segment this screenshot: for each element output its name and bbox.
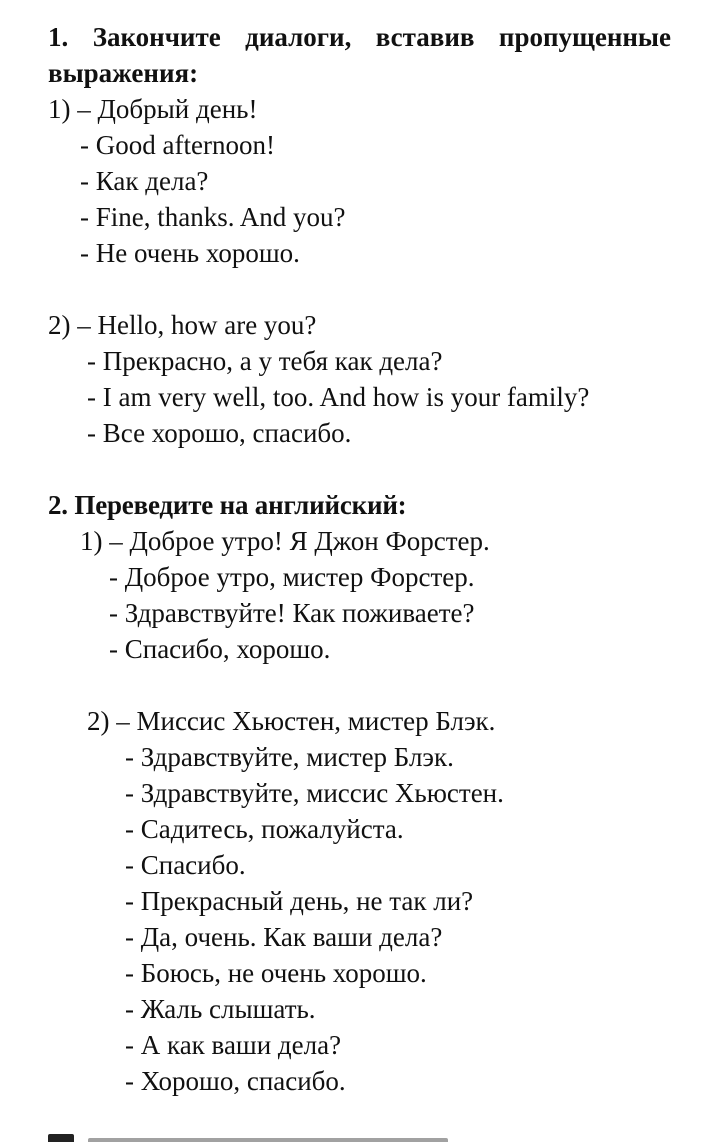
ex1-dialog1-line-1: 1) – Добрый день!	[48, 94, 258, 124]
ex1-dialog1-line-3: - Как дела?	[80, 166, 209, 196]
ex2-dialog2-line-2: - Здравствуйте, мистер Блэк.	[125, 742, 454, 772]
ex2-dialog2-line-9: - Жаль слышать.	[125, 994, 316, 1024]
exercise-1-heading: 1. Закончите диалоги, вставив пропущенные выражения:	[48, 22, 671, 88]
ex1-dialog2-line-2: - Прекрасно, а у тебя как дела?	[87, 346, 443, 376]
ex1-dialog1-line-5: - Не очень хорошо.	[80, 238, 300, 268]
ex2-dialog1-line-1: 1) – Доброе утро! Я Джон Форстер.	[80, 526, 490, 556]
ex2-dialog2-line-4: - Садитесь, пожалуйста.	[125, 814, 404, 844]
cropped-next-line	[48, 1128, 468, 1142]
ex2-dialog2-line-1: 2) – Миссис Хьюстен, мистер Блэк.	[87, 706, 496, 736]
cropped-text-fragment	[48, 1134, 74, 1142]
ex2-dialog2-line-5: - Спасибо.	[125, 850, 246, 880]
ex1-dialog2-line-1: 2) – Hello, how are you?	[48, 310, 317, 340]
ex2-dialog1-line-2: - Доброе утро, мистер Форстер.	[109, 562, 475, 592]
ex2-dialog2-line-10: - А как ваши дела?	[125, 1030, 342, 1060]
ex2-dialog1-line-3: - Здравствуйте! Как поживаете?	[109, 598, 475, 628]
ex2-dialog2-line-11: - Хорошо, спасибо.	[125, 1066, 346, 1096]
ex1-dialog1-line-4: - Fine, thanks. And you?	[80, 202, 346, 232]
exercise-2-heading: 2. Переведите на английский:	[48, 490, 407, 520]
ex1-dialog2-line-3: - I am very well, too. And how is your family?	[87, 382, 590, 412]
ex1-dialog1-line-2: - Good afternoon!	[80, 130, 275, 160]
ex1-dialog2-line-4: - Все хорошо, спасибо.	[87, 418, 352, 448]
ex2-dialog2-line-3: - Здравствуйте, миссис Хьюстен.	[125, 778, 504, 808]
ex2-dialog2-line-6: - Прекрасный день, не так ли?	[125, 886, 474, 916]
ex2-dialog2-line-8: - Боюсь, не очень хорошо.	[125, 958, 427, 988]
cropped-text-fragment-tail	[88, 1138, 448, 1142]
ex2-dialog2-line-7: - Да, очень. Как ваши дела?	[125, 922, 443, 952]
ex2-dialog1-line-4: - Спасибо, хорошо.	[109, 634, 331, 664]
